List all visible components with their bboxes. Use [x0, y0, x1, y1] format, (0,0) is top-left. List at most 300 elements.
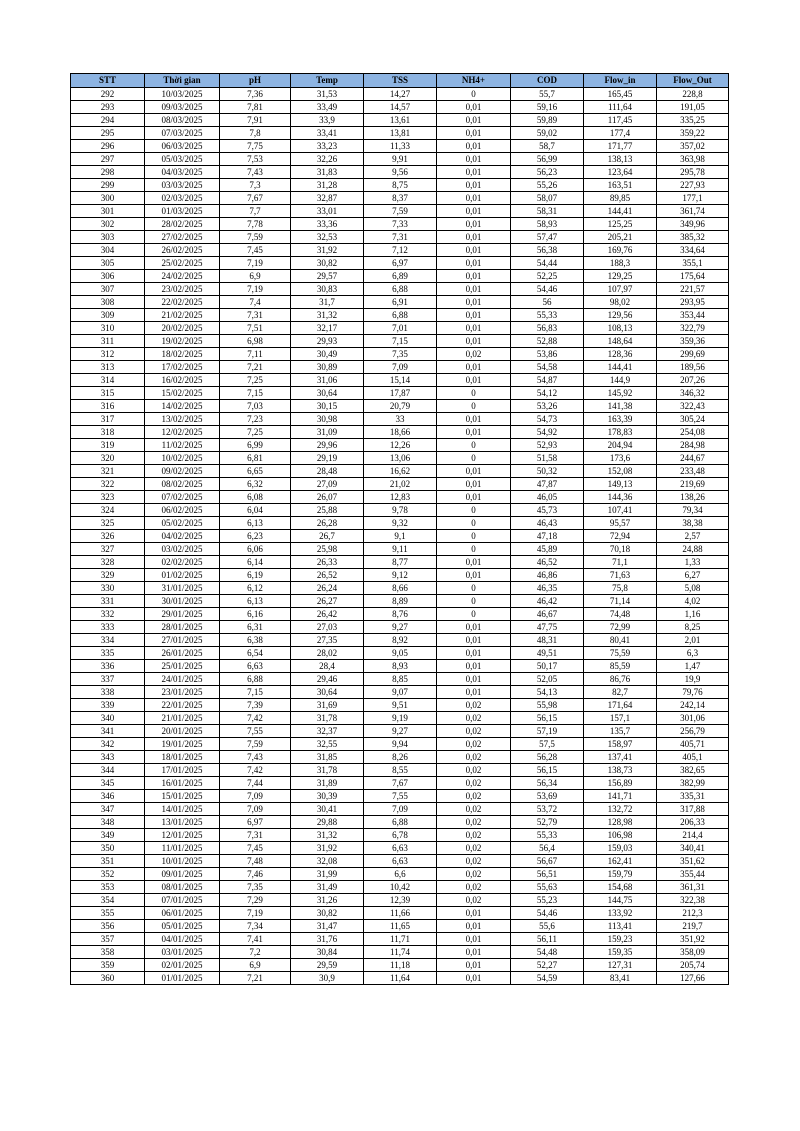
table-cell: 320 — [71, 452, 145, 465]
table-cell: 330 — [71, 582, 145, 595]
table-cell: 340 — [71, 712, 145, 725]
table-cell: 0,01 — [437, 218, 511, 231]
table-row — [71, 777, 729, 790]
table-cell: 351,92 — [657, 933, 729, 946]
table-cell: 0,01 — [437, 374, 511, 387]
table-cell: 52,27 — [511, 959, 584, 972]
table-cell: 6,6 — [364, 868, 437, 881]
table-cell: 7,7 — [220, 205, 291, 218]
table-cell: 299,69 — [657, 348, 729, 361]
table-cell: 345 — [71, 777, 145, 790]
table-cell: 7,35 — [220, 881, 291, 894]
table-cell: 341 — [71, 725, 145, 738]
table-row — [71, 959, 729, 972]
table-cell: 177,1 — [657, 192, 729, 205]
table-row — [71, 816, 729, 829]
table-cell: 363,98 — [657, 153, 729, 166]
table-cell: 0,01 — [437, 361, 511, 374]
table-cell: 0,02 — [437, 881, 511, 894]
table-cell: 6,12 — [220, 582, 291, 595]
table-cell: 55,63 — [511, 881, 584, 894]
table-cell: 33,36 — [291, 218, 364, 231]
table-cell: 75,8 — [584, 582, 657, 595]
table-cell: 9,27 — [364, 621, 437, 634]
table-row — [71, 504, 729, 517]
table-cell: 0,01 — [437, 231, 511, 244]
table-cell: 0 — [437, 608, 511, 621]
table-cell: 16/02/2025 — [145, 374, 220, 387]
table-cell: 8,25 — [657, 621, 729, 634]
table-cell: 0,01 — [437, 335, 511, 348]
table-cell: 7,12 — [364, 244, 437, 257]
table-cell: 52,05 — [511, 673, 584, 686]
table-cell: 58,31 — [511, 205, 584, 218]
table-row — [71, 101, 729, 114]
table-cell: 04/01/2025 — [145, 933, 220, 946]
table-cell: 28,4 — [291, 660, 364, 673]
table-cell: 0,02 — [437, 816, 511, 829]
table-cell: 7,33 — [364, 218, 437, 231]
table-cell: 31,53 — [291, 88, 364, 101]
table-cell: 328 — [71, 556, 145, 569]
table-cell: 23/01/2025 — [145, 686, 220, 699]
table-cell: 162,41 — [584, 855, 657, 868]
table-cell: 95,57 — [584, 517, 657, 530]
table-cell: 129,25 — [584, 270, 657, 283]
table-cell: 46,86 — [511, 569, 584, 582]
table-cell: 31,32 — [291, 309, 364, 322]
table-cell: 138,13 — [584, 153, 657, 166]
table-cell: 1,16 — [657, 608, 729, 621]
table-cell: 7,09 — [220, 803, 291, 816]
table-cell: 177,4 — [584, 127, 657, 140]
table-cell: 04/03/2025 — [145, 166, 220, 179]
table-cell: 55,7 — [511, 88, 584, 101]
table-cell: 316 — [71, 400, 145, 413]
table-cell: 221,57 — [657, 283, 729, 296]
table-cell: 360 — [71, 972, 145, 985]
table-cell: 0,01 — [437, 660, 511, 673]
table-cell: 205,74 — [657, 959, 729, 972]
table-cell: 04/02/2025 — [145, 530, 220, 543]
table-cell: 9,32 — [364, 517, 437, 530]
table-cell: 132,72 — [584, 803, 657, 816]
table-cell: 6,13 — [220, 517, 291, 530]
table-cell: 29,96 — [291, 439, 364, 452]
table-cell: 32,26 — [291, 153, 364, 166]
table-cell: 32,37 — [291, 725, 364, 738]
table-cell: 31,28 — [291, 179, 364, 192]
table-cell: 7,48 — [220, 855, 291, 868]
table-row — [71, 374, 729, 387]
column-header: Flow_Out — [657, 74, 729, 88]
table-row — [71, 348, 729, 361]
table-cell: 297 — [71, 153, 145, 166]
table-cell: 9,78 — [364, 504, 437, 517]
table-row — [71, 946, 729, 959]
table-cell: 7,4 — [220, 296, 291, 309]
table-row — [71, 556, 729, 569]
table-cell: 292 — [71, 88, 145, 101]
table-cell: 05/02/2025 — [145, 517, 220, 530]
table-cell: 15/02/2025 — [145, 387, 220, 400]
table-cell: 71,63 — [584, 569, 657, 582]
table-cell: 7,36 — [220, 88, 291, 101]
table-cell: 28,48 — [291, 465, 364, 478]
table-row — [71, 894, 729, 907]
table-cell: 11,74 — [364, 946, 437, 959]
table-cell: 6,98 — [220, 335, 291, 348]
table-cell: 7,59 — [220, 738, 291, 751]
table-cell: 0,01 — [437, 478, 511, 491]
table-cell: 27,35 — [291, 634, 364, 647]
table-cell: 317 — [71, 413, 145, 426]
table-cell: 0,02 — [437, 699, 511, 712]
table-cell: 13/02/2025 — [145, 413, 220, 426]
table-cell: 7,31 — [220, 829, 291, 842]
table-cell: 53,69 — [511, 790, 584, 803]
table-cell: 6,04 — [220, 504, 291, 517]
table-cell: 312 — [71, 348, 145, 361]
table-cell: 18/02/2025 — [145, 348, 220, 361]
table-cell: 0,01 — [437, 972, 511, 985]
table-cell: 58,93 — [511, 218, 584, 231]
table-cell: 9,19 — [364, 712, 437, 725]
table-row — [71, 257, 729, 270]
table-cell: 123,64 — [584, 166, 657, 179]
table-cell: 31,85 — [291, 751, 364, 764]
table-row — [71, 322, 729, 335]
table-cell: 06/01/2025 — [145, 907, 220, 920]
table-cell: 07/03/2025 — [145, 127, 220, 140]
table-cell: 7,25 — [220, 426, 291, 439]
table-cell: 306 — [71, 270, 145, 283]
table-cell: 26/01/2025 — [145, 647, 220, 660]
table-cell: 6,23 — [220, 530, 291, 543]
table-cell: 7,59 — [220, 231, 291, 244]
table-cell: 7,45 — [220, 244, 291, 257]
table-cell: 138,73 — [584, 764, 657, 777]
table-row — [71, 413, 729, 426]
table-cell: 357 — [71, 933, 145, 946]
table-cell: 54,73 — [511, 413, 584, 426]
table-cell: 361,74 — [657, 205, 729, 218]
table-cell: 54,46 — [511, 907, 584, 920]
table-cell: 52,88 — [511, 335, 584, 348]
table-cell: 21/02/2025 — [145, 309, 220, 322]
table-cell: 0,01 — [437, 491, 511, 504]
table-cell: 300 — [71, 192, 145, 205]
table-cell: 08/03/2025 — [145, 114, 220, 127]
table-cell: 11,33 — [364, 140, 437, 153]
table-cell: 299 — [71, 179, 145, 192]
table-cell: 5,08 — [657, 582, 729, 595]
table-cell: 6,78 — [364, 829, 437, 842]
table-cell: 0 — [437, 543, 511, 556]
table-cell: 0,01 — [437, 153, 511, 166]
table-cell: 12/01/2025 — [145, 829, 220, 842]
table-cell: 137,41 — [584, 751, 657, 764]
table-cell: 25,88 — [291, 504, 364, 517]
table-cell: 7,15 — [220, 686, 291, 699]
table-cell: 72,94 — [584, 530, 657, 543]
table-cell: 22/02/2025 — [145, 296, 220, 309]
table-cell: 219,69 — [657, 478, 729, 491]
table-cell: 144,41 — [584, 361, 657, 374]
table-cell: 7,19 — [220, 907, 291, 920]
table-cell: 205,21 — [584, 231, 657, 244]
table-cell: 31/01/2025 — [145, 582, 220, 595]
table-cell: 56,11 — [511, 933, 584, 946]
table-cell: 06/02/2025 — [145, 504, 220, 517]
table-cell: 7,09 — [220, 790, 291, 803]
table-cell: 156,89 — [584, 777, 657, 790]
table-cell: 26,52 — [291, 569, 364, 582]
table-cell: 6,88 — [364, 816, 437, 829]
table-cell: 6,88 — [220, 673, 291, 686]
table-cell: 0,01 — [437, 556, 511, 569]
table-row — [71, 751, 729, 764]
table-cell: 26,27 — [291, 595, 364, 608]
table-cell: 6,65 — [220, 465, 291, 478]
table-cell: 32,53 — [291, 231, 364, 244]
table-cell: 13,81 — [364, 127, 437, 140]
table-cell: 356 — [71, 920, 145, 933]
table-cell: 26/02/2025 — [145, 244, 220, 257]
table-body — [71, 88, 729, 985]
table-cell: 361,31 — [657, 881, 729, 894]
table-cell: 0,01 — [437, 127, 511, 140]
table-cell: 20,79 — [364, 400, 437, 413]
table-cell: 310 — [71, 322, 145, 335]
table-cell: 56,28 — [511, 751, 584, 764]
table-cell: 11,71 — [364, 933, 437, 946]
table-cell: 0,01 — [437, 634, 511, 647]
table-cell: 50,17 — [511, 660, 584, 673]
table-row — [71, 621, 729, 634]
table-cell: 29,93 — [291, 335, 364, 348]
table-cell: 6,9 — [220, 270, 291, 283]
table-cell: 294 — [71, 114, 145, 127]
table-cell: 01/01/2025 — [145, 972, 220, 985]
table-cell: 24/01/2025 — [145, 673, 220, 686]
table-cell: 52,79 — [511, 816, 584, 829]
table-cell: 70,18 — [584, 543, 657, 556]
table-cell: 56,4 — [511, 842, 584, 855]
table-cell: 2,01 — [657, 634, 729, 647]
table-cell: 29,46 — [291, 673, 364, 686]
table-cell: 7,91 — [220, 114, 291, 127]
column-header: NH4+ — [437, 74, 511, 88]
table-cell: 7,44 — [220, 777, 291, 790]
table-cell: 169,76 — [584, 244, 657, 257]
table-cell: 256,79 — [657, 725, 729, 738]
table-cell: 144,36 — [584, 491, 657, 504]
table-cell: 28,02 — [291, 647, 364, 660]
table-row — [71, 166, 729, 179]
table-cell: 314 — [71, 374, 145, 387]
table-cell: 7,39 — [220, 699, 291, 712]
table-cell: 8,55 — [364, 764, 437, 777]
table-cell: 303 — [71, 231, 145, 244]
table-cell: 30,82 — [291, 907, 364, 920]
table-cell: 12,83 — [364, 491, 437, 504]
table-cell: 57,19 — [511, 725, 584, 738]
table-row — [71, 647, 729, 660]
table-cell: 219,7 — [657, 920, 729, 933]
table-cell: 127,31 — [584, 959, 657, 972]
table-cell: 350 — [71, 842, 145, 855]
table-cell: 31,69 — [291, 699, 364, 712]
table-cell: 9,94 — [364, 738, 437, 751]
table-cell: 6,91 — [364, 296, 437, 309]
table-cell: 10/01/2025 — [145, 855, 220, 868]
table-cell: 305 — [71, 257, 145, 270]
table-cell: 0,01 — [437, 179, 511, 192]
table-cell: 7,55 — [364, 790, 437, 803]
table-cell: 13,06 — [364, 452, 437, 465]
table-row — [71, 686, 729, 699]
table-cell: 304 — [71, 244, 145, 257]
table-cell: 9,05 — [364, 647, 437, 660]
table-cell: 19/02/2025 — [145, 335, 220, 348]
table-cell: 0 — [437, 452, 511, 465]
table-cell: 0,01 — [437, 673, 511, 686]
table-cell: 30,15 — [291, 400, 364, 413]
table-cell: 05/01/2025 — [145, 920, 220, 933]
table-cell: 15,14 — [364, 374, 437, 387]
table-cell: 293,95 — [657, 296, 729, 309]
table-cell: 334,64 — [657, 244, 729, 257]
table-cell: 335,31 — [657, 790, 729, 803]
column-header: TSS — [364, 74, 437, 88]
table-cell: 9,51 — [364, 699, 437, 712]
table-cell: 0,01 — [437, 283, 511, 296]
table-row — [71, 712, 729, 725]
column-header: Temp — [291, 74, 364, 88]
table-row — [71, 335, 729, 348]
table-cell: 27/01/2025 — [145, 634, 220, 647]
table-cell: 6,13 — [220, 595, 291, 608]
table-row — [71, 595, 729, 608]
table-cell: 9,07 — [364, 686, 437, 699]
table-cell: 23/02/2025 — [145, 283, 220, 296]
table-cell: 17,87 — [364, 387, 437, 400]
table-cell: 13,61 — [364, 114, 437, 127]
table-cell: 75,59 — [584, 647, 657, 660]
table-cell: 158,97 — [584, 738, 657, 751]
table-cell: 83,41 — [584, 972, 657, 985]
table-cell: 159,79 — [584, 868, 657, 881]
table-cell: 28/02/2025 — [145, 218, 220, 231]
table-cell: 340,41 — [657, 842, 729, 855]
table-cell: 56,23 — [511, 166, 584, 179]
table-cell: 244,67 — [657, 452, 729, 465]
table-cell: 12,39 — [364, 894, 437, 907]
table-cell: 46,42 — [511, 595, 584, 608]
table-row — [71, 881, 729, 894]
table-cell: 32,55 — [291, 738, 364, 751]
table-cell: 07/01/2025 — [145, 894, 220, 907]
table-cell: 02/03/2025 — [145, 192, 220, 205]
table-cell: 26,7 — [291, 530, 364, 543]
table-cell: 21/01/2025 — [145, 712, 220, 725]
table-cell: 8,85 — [364, 673, 437, 686]
table-cell: 56,15 — [511, 712, 584, 725]
table-cell: 7,19 — [220, 283, 291, 296]
table-row — [71, 218, 729, 231]
table-cell: 308 — [71, 296, 145, 309]
table-row — [71, 699, 729, 712]
table-cell: 338 — [71, 686, 145, 699]
table-row — [71, 634, 729, 647]
table-cell: 6,97 — [220, 816, 291, 829]
table-cell: 204,94 — [584, 439, 657, 452]
table-cell: 08/01/2025 — [145, 881, 220, 894]
table-cell: 46,05 — [511, 491, 584, 504]
table-cell: 24/02/2025 — [145, 270, 220, 283]
table-row — [71, 907, 729, 920]
table-cell: 8,77 — [364, 556, 437, 569]
table-cell: 335 — [71, 647, 145, 660]
table-row — [71, 491, 729, 504]
table-cell: 0 — [437, 530, 511, 543]
table-cell: 154,68 — [584, 881, 657, 894]
table-cell: 0,01 — [437, 205, 511, 218]
table-cell: 359 — [71, 959, 145, 972]
table-cell: 31,78 — [291, 764, 364, 777]
table-cell: 6,06 — [220, 543, 291, 556]
table-cell: 8,92 — [364, 634, 437, 647]
table-cell: 191,05 — [657, 101, 729, 114]
table-cell: 8,66 — [364, 582, 437, 595]
table-row — [71, 231, 729, 244]
table-cell: 8,89 — [364, 595, 437, 608]
table-cell: 09/01/2025 — [145, 868, 220, 881]
table-cell: 324 — [71, 504, 145, 517]
table-cell: 322,79 — [657, 322, 729, 335]
table-cell: 24,88 — [657, 543, 729, 556]
table-cell: 7,67 — [364, 777, 437, 790]
table-cell: 0 — [437, 582, 511, 595]
table-cell: 242,14 — [657, 699, 729, 712]
table-cell: 159,35 — [584, 946, 657, 959]
column-header: STT — [71, 74, 145, 88]
table-cell: 31,06 — [291, 374, 364, 387]
table-cell: 228,8 — [657, 88, 729, 101]
table-cell: 03/03/2025 — [145, 179, 220, 192]
table-cell: 55,98 — [511, 699, 584, 712]
table-cell: 54,12 — [511, 387, 584, 400]
table-cell: 351 — [71, 855, 145, 868]
table-cell: 135,7 — [584, 725, 657, 738]
table-cell: 298 — [71, 166, 145, 179]
table-row — [71, 127, 729, 140]
table-cell: 335,25 — [657, 114, 729, 127]
table-cell: 141,71 — [584, 790, 657, 803]
table-cell: 6,08 — [220, 491, 291, 504]
table-cell: 346 — [71, 790, 145, 803]
table-header — [71, 74, 729, 88]
table-cell: 29/01/2025 — [145, 608, 220, 621]
table-cell: 0 — [437, 400, 511, 413]
table-cell: 59,02 — [511, 127, 584, 140]
table-cell: 0 — [437, 88, 511, 101]
table-cell: 33,41 — [291, 127, 364, 140]
table-cell: 55,33 — [511, 829, 584, 842]
table-cell: 319 — [71, 439, 145, 452]
table-cell: 7,81 — [220, 101, 291, 114]
